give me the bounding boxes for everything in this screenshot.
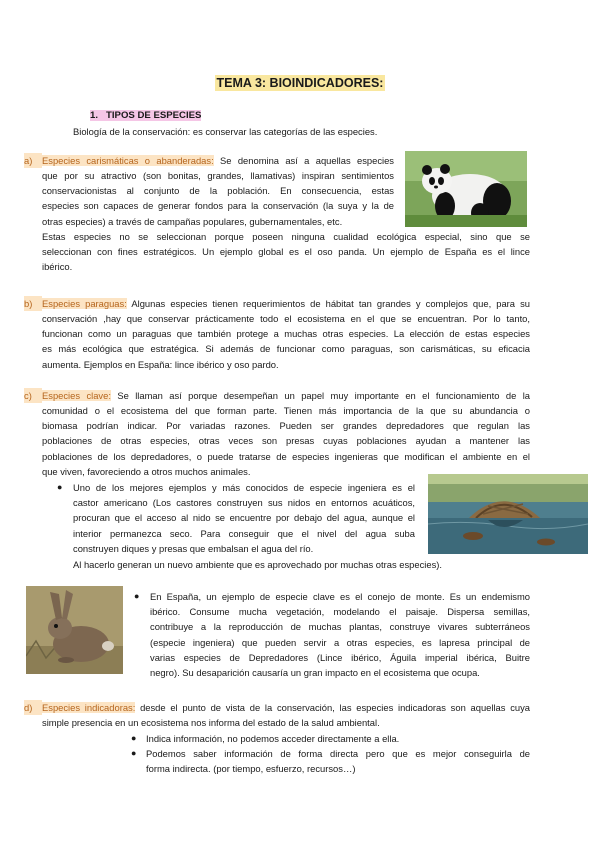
para-a-line: conservacionistas al conjunto de la población. En consecuencia, estas (42, 185, 394, 197)
conejo-bullet (150, 589, 530, 680)
bullet-icon: ● (131, 733, 137, 743)
para-b-line: conservación ,hay que conservar prácticamente todo el ecosistema en el que se encuentran. Por lo tanto, (42, 313, 530, 324)
para-b-line: es más ecológica que estratégica. Si además de funcionar como paraguas, son carismáticas, su eficacia (42, 343, 530, 355)
para-a-line: especies son capaces de generar fondos para la conservación (la suya y la de (42, 200, 394, 212)
term-a: Especies carismáticas o abanderadas: (42, 155, 214, 166)
para-c-line: poblaciones de otras especies, otras veces son presas cuyas poblaciones ayudan a mantener las (42, 435, 530, 447)
bullet-line: castor americano (Los castores construyen sus nidos en entornos acuáticos, (73, 497, 415, 509)
indicator-bullet-1: Indica información, no podemos acceder directamente a ella. (146, 733, 400, 744)
section-number: 1. (90, 110, 99, 121)
marker-b: b) (24, 296, 42, 311)
paragraph-a-body2 (42, 229, 530, 275)
indicator-bullet-2 (146, 746, 530, 776)
paragraph-d (24, 700, 530, 715)
para-b-line: aumenta. Ejemplos en España: lince ibérico y oso pardo. (42, 358, 279, 370)
castor-bullet-tail: Al hacerlo generan un nuevo ambiente que es aprovechado por muchas otras especies). (73, 559, 442, 570)
bullet-line: En España, un ejemplo de especie clave es el conejo de monte. Es un endemismo (150, 591, 530, 602)
term-d: Especies indicadoras: (42, 702, 136, 713)
para-c-line: biomasa podrían indicar. Por variadas razones. Pueden ser grandes depredadores que regulan las (42, 420, 530, 432)
section-title: TIPOS DE ESPECIES (106, 110, 202, 121)
title-text: TEMA 3: BIOINDICADORES: (216, 76, 384, 90)
bullet-line: ibérico. Consume mucha vegetación, modelando el paisaje. Dispersa semillas, (150, 606, 530, 618)
paragraph-b-body (42, 311, 530, 372)
para-a-line: que por su atractivo (son bonitas, grandes, llamativas) inspiran sentimientos (42, 170, 394, 181)
para-a-line: seleccionan con fines estratégicos. Un ejemplo global es el oso panda. Un ejemplo de España es el lince (42, 246, 530, 258)
paragraph-c-body (42, 403, 530, 479)
section-intro: Biología de la conservación: es conservar las categorías de las especies. (73, 126, 378, 137)
para-c-line: comunidad o el ecosistema del que forman parte. Tienen más importancia de la que su abundancia o (42, 405, 530, 416)
para-c-line: poblaciones de los depredadores, o puede tratarse de especies ingenieras que modifican el ambiente en el (42, 450, 530, 462)
rabbit-image (26, 586, 123, 674)
paragraph-a (24, 153, 394, 168)
term-c: Especies clave: (42, 390, 111, 401)
marker-a: a) (24, 153, 42, 168)
bullet-line: contribuye a la reproducción de muchas plantas, construye vivares subterráneos (150, 621, 530, 633)
bullet-line: varias especies de Depredadores (Lince ibérico, Águila imperial ibérica, Buitre (150, 651, 530, 663)
para-a-line: ibérico. (42, 261, 73, 273)
bullet-line: Podemos saber información de forma directa pero que es mejor conseguirla de (146, 748, 530, 759)
bullet-icon: ● (134, 591, 140, 601)
para-a-line: Se denomina así a aquellas especies (213, 155, 394, 166)
para-d-line: simple presencia en un ecosistema nos informa del estado de la salud ambiental. (42, 717, 380, 728)
bullet-line: (especie ingeniera) que pueden servir a otras especies, es lapresa principal de (150, 636, 530, 648)
bullet-line: interior permanezca seco. Para conseguir que el nivel del agua suba (73, 527, 415, 539)
paragraph-b (24, 296, 530, 311)
bullet-line: procuran que el acceso al nido se encuentre por debajo del agua, aunque el (73, 512, 415, 524)
beaver-lodge-image (428, 474, 588, 554)
para-c-line: Se llaman así porque desempeñan un papel muy importante en el funcionamiento de la (110, 390, 530, 401)
paragraph-d-body (42, 715, 530, 730)
para-b-line: Algunas especies tienen requerimientos de hábitat tan grandes y complejos que, para su (126, 298, 530, 309)
castor-bullet (73, 480, 415, 556)
panda-image (405, 151, 527, 227)
para-c-line: que viven, favoreciendo a otros muchos animales. (42, 465, 251, 477)
marker-d: d) (24, 700, 42, 715)
bullet-line: Uno de los mejores ejemplos y más conocidos de especie ingeniera es el (73, 482, 415, 493)
bullet-icon: ● (131, 748, 137, 758)
para-a-line: Estas especies no se seleccionan porque poseen ninguna cualidad ecológica especial, sino que se (42, 231, 530, 242)
marker-c: c) (24, 388, 42, 403)
bullet-icon: ● (57, 482, 63, 492)
para-b-line: funcionan como un paraguas que también protege a muchas otras especies. La elección de estas especies (42, 328, 530, 340)
paragraph-a-body (42, 168, 394, 229)
bullet-line: negro). Su desaparición causaría un gran impacto en el ecosistema que ocupa. (150, 667, 480, 679)
para-a-line: otras especies) a través de campañas populares, gubernamentales, etc. (42, 215, 343, 227)
page-title (0, 76, 600, 90)
para-d-line: desde el punto de vista de la conservación, las especies indicadoras son aquellas cuya (135, 702, 530, 713)
term-b: Especies paraguas: (42, 298, 127, 309)
bullet-line: forma indirecta. (por tiempo, esfuerzo, recursos…) (146, 763, 356, 775)
paragraph-c (24, 388, 530, 403)
bullet-line: construyen diques y presas que embalsan el agua del río. (73, 542, 314, 554)
section-heading (90, 110, 201, 121)
